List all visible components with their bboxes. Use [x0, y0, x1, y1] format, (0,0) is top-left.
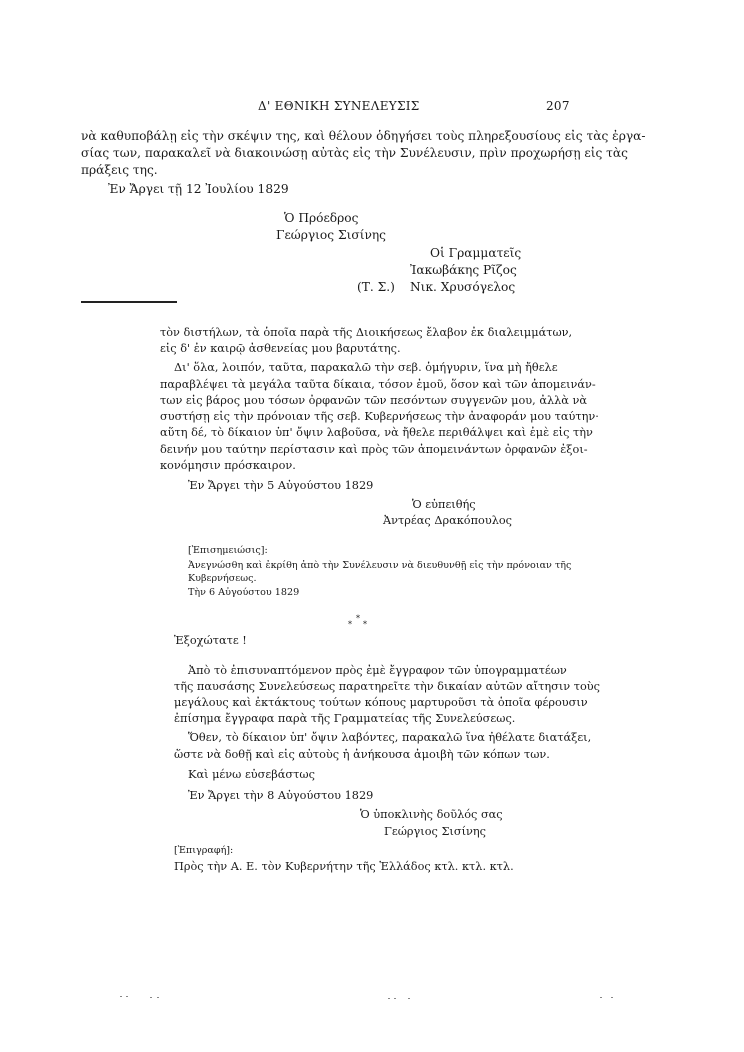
running-title: Δ' ΕΘΝΙΚΗ ΣΥΝΕΛΕΥΣΙΣ — [258, 99, 420, 113]
letter2-p2-line-2: παραβλέψει τὰ μεγάλα ταῦτα δίκαια, τόσον ἐμοῦ, ὅσον καὶ τῶν ἀπομεινάν- — [160, 378, 596, 391]
asterism-star-left: * — [348, 620, 352, 629]
secretary-1: Ἰακωβάκης Ρῖζος — [410, 263, 517, 277]
letter2-p2-line-1: Δι' ὅλα, λοιπόν, ταῦτα, παρακαλῶ τὴν σεβ. ὁμήγυριν, ἵνα μὴ ἤθελε — [174, 361, 558, 374]
seal-mark: (Τ. Σ.) — [357, 280, 395, 294]
asterism-star-top: * — [356, 614, 360, 623]
salutation: Ἐξοχώτατε ! — [174, 634, 247, 647]
letter3-dateline: Ἐν Ἄργει τὴν 8 Αὐγούστου 1829 — [188, 789, 374, 802]
asterism-star-right: * — [363, 620, 367, 629]
letter2-p1-line-2: εἰς δ' ἐν καιρῷ ἀσθενείας μου βαρυτάτης. — [160, 342, 401, 355]
note-date: Τὴν 6 Αὐγούστου 1829 — [188, 587, 300, 598]
letter2-p2-line-4: συστήσῃ εἰς τὴν πρόνοιαν τῆς σεβ. Κυβερνήσεως τὴν ἀναφοράν μου ταύτην· — [160, 410, 599, 423]
secretaries-title: Οἱ Γραμματεῖς — [430, 246, 522, 260]
address-label: [Ἐπιγραφή]: — [174, 845, 234, 856]
letter3-p1-line-1: Ἀπὸ τὸ ἐπισυναπτόμενον πρὸς ἐμὲ ἔγγραφον τῶν ὑπογραμματέων — [188, 664, 567, 677]
letter2-p2-line-5: αὕτη δέ, τὸ δίκαιον ὑπ' ὄψιν λαβοῦσα, νὰ ἤθελε περιθάλψει καὶ ἐμὲ εἰς τὴν — [160, 426, 593, 439]
letter1-dateline: Ἐν Ἄργει τῇ 12 Ἰουλίου 1829 — [108, 182, 289, 196]
letter3-p1-line-3: μεγάλους καὶ ἐκτάκτους τούτων κόπους μαρτυροῦσι τὰ ὁποῖα φέρουσιν — [174, 696, 588, 709]
president-name: Γεώργιος Σισίνης — [276, 228, 387, 242]
letter1-line-3: πράξεις της. — [81, 163, 158, 177]
address-line: Πρὸς τὴν Α. Ε. τὸν Κυβερνήτην τῆς Ἑλλάδος κτλ. κτλ. κτλ. — [174, 860, 514, 873]
note-line-2: Κυβερνήσεως. — [188, 573, 257, 584]
letter2-p2-line-3: των εἰς βάρος μου τόσων ὀρφανῶν τῶν πεσόντων συγγενῶν μου, ἀλλὰ νὰ — [160, 394, 588, 407]
letter1-line-2: σίας των, παρακαλεῖ νὰ διακοινώσῃ αὐτὰς εἰς τὴν Συνέλευσιν, πρὶν προχωρήσῃ εἰς τὰς — [81, 146, 628, 160]
letter3-closing-line: Καὶ μένω εὐσεβάστως — [188, 768, 315, 781]
letter2-p2-line-6: δεινήν μου ταύτην περίστασιν καὶ πρὸς τῶν ἀπομεινάντων ὀρφανῶν ἐξοι- — [160, 443, 588, 456]
letter3-p1-line-2: τῆς παυσάσης Συνελεύσεως παρατηρεῖτε τὴν δικαίαν αὐτῶν αἴτησιν τοὺς — [174, 680, 600, 693]
president-title: Ὁ Πρόεδρος — [284, 211, 359, 225]
secretary-2: Νικ. Χρυσόγελος — [410, 280, 516, 294]
note-label: [Ἐπισημειώσις]: — [188, 545, 268, 556]
letter2-signature: Ἀντρέας Δρακόπουλος — [383, 514, 512, 527]
letter3-p2-line-2: ὥστε νὰ δοθῇ καὶ εἰς αὐτοὺς ἡ ἀνήκουσα ἀμοιβὴ τῶν κόπων των. — [174, 748, 550, 761]
page-number: 207 — [546, 99, 570, 113]
letter2-p1-line-1: τὸν διστήλων, τὰ ὁποῖα παρὰ τῆς Διοικήσεως ἔλαβον ἐκ διαλειμμάτων, — [160, 326, 573, 339]
letter2-closing: Ὁ εὐπειθής — [412, 498, 476, 511]
asterism-separator — [348, 614, 372, 630]
letter3-closing: Ὁ ὑποκλινὴς δοῦλός σας — [360, 808, 503, 821]
letter2-p2-line-7: κονόμησιν πρόσκαιρον. — [160, 459, 296, 472]
letter3-p1-line-4: ἐπίσημα ἔγγραφα παρὰ τῆς Γραμματείας τῆς Συνελεύσεως. — [174, 712, 516, 725]
letter2-dateline: Ἐν Ἄργει τὴν 5 Αὐγούστου 1829 — [188, 479, 374, 492]
letter1-line-1: νὰ καθυποβάλῃ εἰς τὴν σκέψιν της, καὶ θέλουν ὁδηγήσει τοὺς πληρεξουσίους εἰς τὰς ἐργα- — [81, 129, 646, 143]
letter3-signature: Γεώργιος Σισίνης — [384, 825, 486, 838]
note-line-1: Ἀνεγνώσθη καὶ ἐκρίθη ἀπὸ τὴν Συνέλευσιν νὰ διευθυνθῇ εἰς τὴν πρόνοιαν τῆς — [188, 560, 572, 571]
letter3-p2-line-1: Ὅθεν, τὸ δίκαιον ὑπ' ὄψιν λαβόντες, παρακαλῶ ἵνα ἠθέλατε διατάξει, — [188, 731, 592, 744]
footnote-rule — [81, 301, 177, 303]
